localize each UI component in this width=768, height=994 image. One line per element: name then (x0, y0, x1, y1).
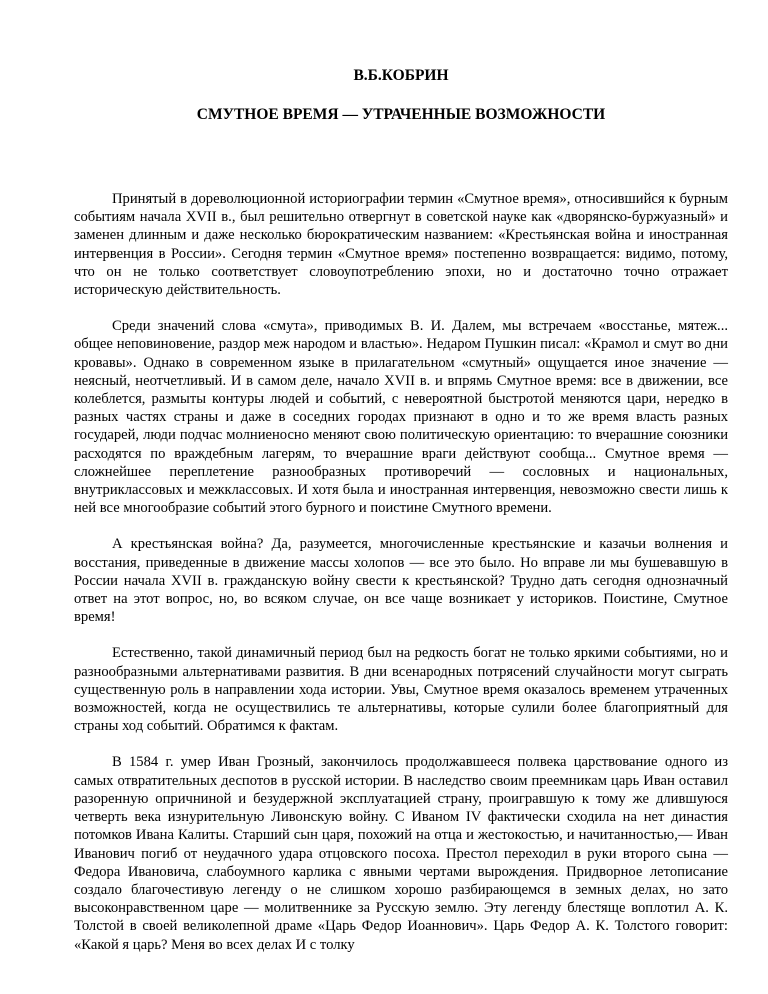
paragraph-5: В 1584 г. умер Иван Грозный, закончилось продолжавшееся полвека царствование одного из самых отвратительных деспотов в русской истории. В наследство своим преемникам царь Иван оставил разоренную опричниной и безудержной эксплуатацией страну, проигравшую к тому же длившуюся четверть века изнурительную Ливонскую войну. С Иваном IV фактически сходила на нет династия потомков Ивана Калиты. Старший сын царя, похожий на отца и жестокостью, и начитанностью,— Иван Иванович погиб от неудачного удара отцовского посоха. Престол переходил в руки второго сына — Федора Ивановича, слабоумного карлика с явными чертами вырождения. Придворное летописание создало благочестивую легенду о не слишком хорошо разбирающемся в земных делах, но зато высоконравственном царе — молитвеннике за Русскую землю. Эту легенду блестяще воплотил А. К. Толстой в своей великолепной драме «Царь Федор Иоаннович». Царь Федор А. К. Толстого говорит: «Какой я царь? Меня во всех делах И с толку (74, 754, 728, 953)
paragraph-1: Принятый в дореволюционной историографии термин «Смутное время», относившийся к бурным событиям начала XVII в., был решительно отвергнут в советской науке как «дворянско-буржуазный» и заменен длинным и даже несколько бюрократическим названием: «Крестьянская война и иностранная интервенция в России». Сегодня термин «Смутное время» постепенно возвращается: видимо, потому, что он не только соответствует словоупотреблению эпохи, но и достаточно точно отражает историческую действительность. (74, 191, 728, 299)
paragraph-3: А крестьянская война? Да, разумеется, многочисленные крестьянские и казачьи волнения и восстания, приведенные в движение массы холопов — все это было. Но вправе ли мы бушевавшую в России начала XVII в. гражданскую войну свести к крестьянской? Трудно дать сегодня однозначный ответ на этот вопрос, но, во всяком случае, он все чаще возникает у историков. Поистине, Смутное время! (74, 536, 728, 626)
document-body (74, 190, 728, 972)
paragraph-4: Естественно, такой динамичный период был на редкость богат не только яркими событиями, но и разнообразными альтернативами развития. В дни всенародных потрясений случайности могут сыграть существенную роль в направлении хода истории. Увы, Смутное время оказалось временем утраченных возможностей, когда не осуществились те альтернативы, которые сулили более благоприятный для страны ход событий. Обратимся к фактам. (74, 645, 728, 735)
author-name: В.Б.КОБРИН (353, 67, 449, 84)
document-title: СМУТНОЕ ВРЕМЯ — УТРАЧЕННЫЕ ВОЗМОЖНОСТИ (196, 106, 606, 123)
paragraph-2: Среди значений слова «смута», приводимых В. И. Далем, мы встречаем «восстанье, мятеж... общее неповиновение, раздор меж народом и властью». Недаром Пушкин писал: «Крамол и смут во дни кровавы». Однако в современном языке в прилагательном «смутный» ощущается иное значение — неясный, неотчетливый. И в самом деле, начало XVII в. и впрямь Смутное время: все в движении, все колеблется, размыты контуры людей и событий, с невероятной быстротой меняются цари, нередко в разных частях страны и даже в соседних городах признают в одно и то же время власть разных государей, люди подчас молниеносно меняют свою политическую ориентацию: то вчерашние союзники расходятся по враждебным лагерям, то вчерашние враги действуют сообща... Смутное время — сложнейшее переплетение разнообразных противоречий — сословных и национальных, внутриклассовых и межклассовых. И хотя была и иностранная интервенция, невозможно свести лишь к ней все многообразие событий этого бурного и поистине Смутного времени. (74, 318, 728, 517)
